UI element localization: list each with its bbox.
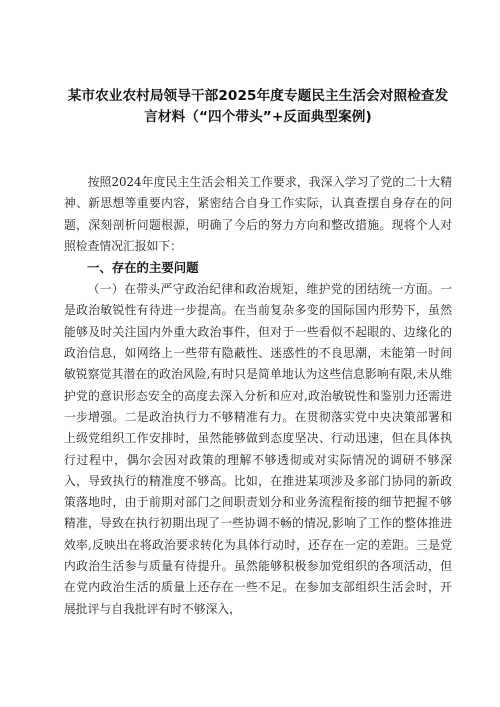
title-spacer: [64, 128, 452, 172]
document-title: 某市农业农村局领导干部2025年度专题民主生活会对照检查发言材料（“四个带头”+反面典型案例): [67, 88, 449, 125]
intro-paragraph: 按照2024年度民主生活会相关工作要求，我深入学习了党的二十大精神、新思想等重要内容，紧密结合自身工作实际，认真查摆自身存在的问题，深刻剖析问题根源，明确了今后的努力方向和整改措施。现将个人对照检查情况汇报如下：: [64, 175, 452, 253]
section-heading-problems: 一、存在的主要问题: [87, 260, 199, 276]
problems-paragraph-1: （一）在带头严守政治纪律和政治规矩，维护党的团结统一方面。一是政治敏锐性有待进一步提高。在当前复杂多变的国际国内形势下，虽然能够及时关注国内外重大政治事件，但对于一些看似不起眼的、边缘化的政治信息，如网络上一些带有隐蔽性、迷惑性的不良思潮，未能第一时间敏锐察觉其潜在的政治风险,有时只是简单地认为这些信息影响有限,未从维护党的意识形态安全的高度去深入分析和应对,政治敏锐性和鉴别力还需进一步增强。二是政治执行力不够精准有力。在贯彻落实党中央决策部署和上级党组织工作安排时，虽然能够做到态度坚决、行动迅速，但在具体执行过程中，偶尔会因对政策的理解不够透彻或对实际情况的调研不够深入，导致执行的精准度不够高。比如，在推进某项涉及多部门协同的新政策落地时，由于前期对部门之间职责划分和业务流程衔接的细节把握不够精准，导致在执行初期出现了一些协调不畅的情况,影响了工作的整体推进效率,反映出在将政治要求转化为具体行动时，还存在一定的差距。三是党内政治生活参与质量有待提升。虽然能够积极参加党组织的各项活动，但在党内政治生活的质量上还存在一些不足。在参加支部组织生活会时，开展批评与自我批评有时不够深入，: [64, 282, 452, 616]
